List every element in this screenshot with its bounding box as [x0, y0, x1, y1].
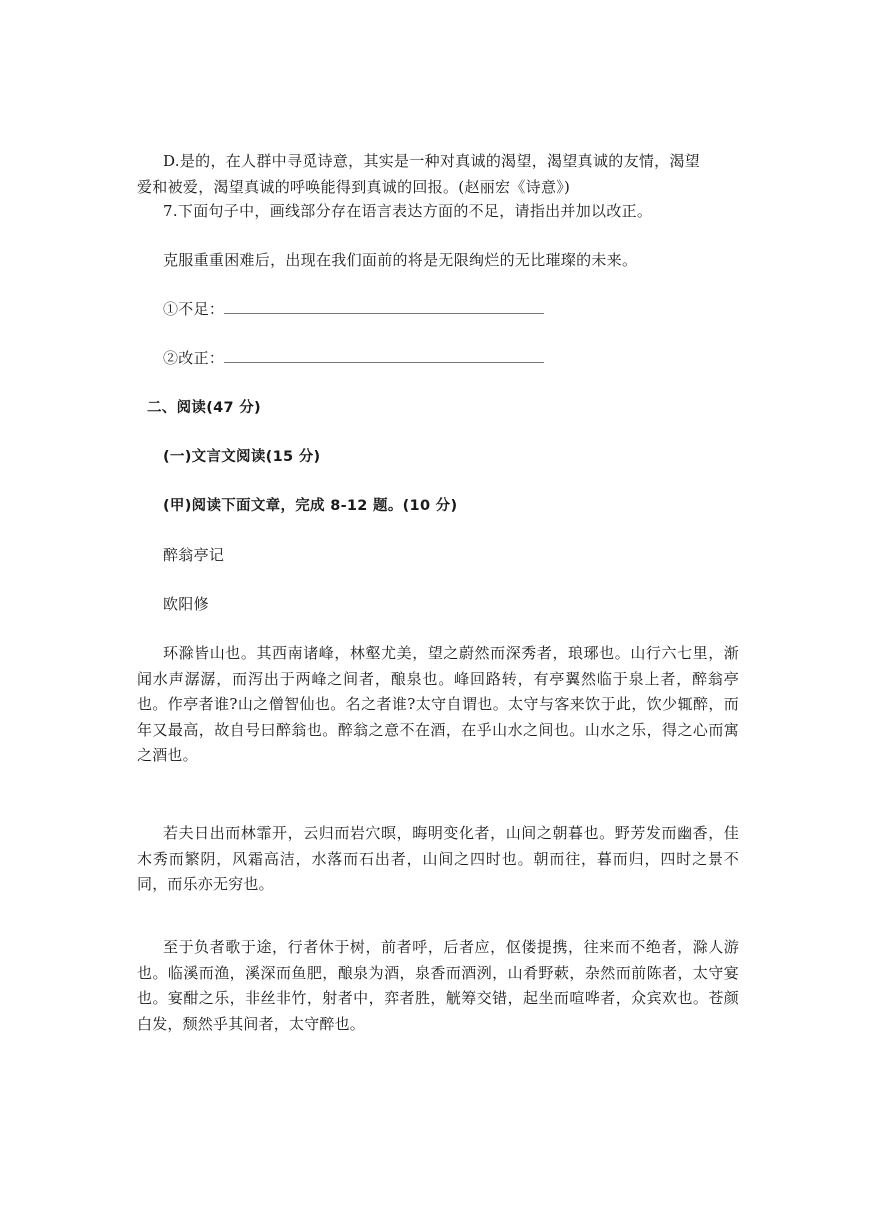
essay-paragraph-2: 若夫日出而林霏开，云归而岩穴暝，晦明变化者，山间之朝暮也。野芳发而幽香，佳木秀而繁阴，风霜高洁，水落而石出者，山间之四时也。朝而往，暮而归，四时之景不同，而乐亦无穷也。: [137, 824, 739, 893]
passage-instruction: (甲)阅读下面文章，完成 8-12 题。(10 分): [163, 498, 458, 514]
answer-1-label: ①不足：: [163, 300, 225, 318]
essay-paragraph-3: 至于负者歌于途，行者休于树，前者呼，后者应，伛偻提携，往来而不绝者，滁人游也。临溪而渔，溪深而鱼肥，酿泉为酒，泉香而酒洌，山肴野蔌，杂然而前陈者，太守宴也。宴酣之乐，非丝非竹，射者中，弈者胜，觥筹交错，起坐而喧哗者，众宾欢也。苍颜白发，颓然乎其间者，太守醉也。: [137, 938, 739, 1033]
answer-1-blank[interactable]: [224, 302, 544, 314]
section-2-heading: 二、阅读(47 分): [147, 400, 261, 416]
essay-author: 欧阳修: [163, 595, 209, 613]
essay-paragraph-1: 环滁皆山也。其西南诸峰，林壑尤美，望之蔚然而深秀者，琅琊也。山行六七里，渐闻水声潺潺，而泻出于两峰之间者，酿泉也。峰回路转，有亭翼然临于泉上者，醉翁亭也。作亭者谁?山之僧智仙也。名之者谁?太守自谓也。太守与客来饮于此，饮少辄醉，而年又最高，故自号曰醉翁也。醉翁之意不在酒，在乎山水之间也。山水之乐，得之心而寓之酒也。: [137, 644, 739, 764]
answer-1-row: [163, 299, 544, 319]
question-7-prompt: 7.下面句子中，画线部分存在语言表达方面的不足，请指出并加以改正。: [163, 202, 653, 220]
option-d-line1: D.是的，在人群中寻觅诗意，其实是一种对真诚的渴望，渴望真诚的友情，渴望: [163, 152, 701, 170]
answer-2-label: ②改正：: [163, 349, 225, 367]
question-7-sentence: 克服重重困难后，出现在我们面前的将是无限绚烂的无比璀璨的未来。: [163, 251, 638, 269]
answer-2-blank[interactable]: [224, 351, 544, 363]
option-d-line2: 爱和被爱，渴望真诚的呼唤能得到真诚的回报。(赵丽宏《诗意》): [137, 178, 571, 196]
essay-title: 醉翁亭记: [163, 546, 225, 564]
section-2-sub-heading: (一)文言文阅读(15 分): [163, 449, 321, 465]
answer-2-row: [163, 348, 544, 368]
